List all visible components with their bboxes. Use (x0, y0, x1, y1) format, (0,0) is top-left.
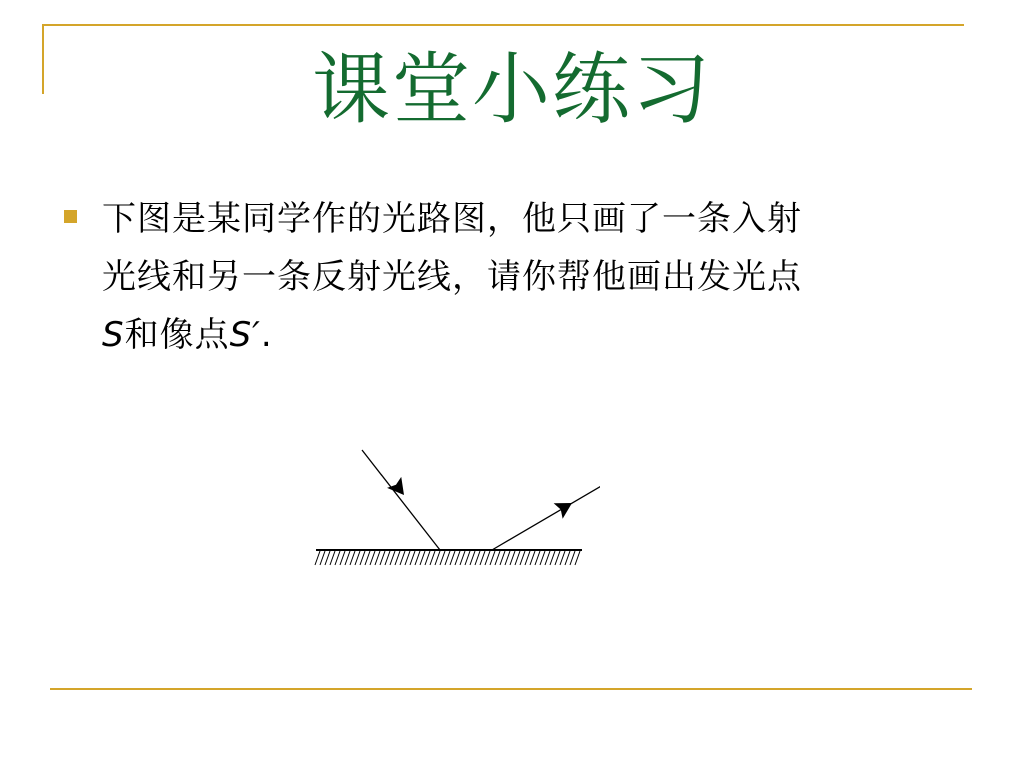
hatch-mark (355, 551, 360, 565)
point-s-prime-label: S′ (229, 315, 261, 355)
frame-top-rule (42, 24, 964, 26)
hatch-mark (350, 551, 355, 565)
hatch-mark (400, 551, 405, 565)
hatch-mark (405, 551, 410, 565)
reflected-ray-arrow-icon (554, 495, 577, 519)
hatch-mark (520, 551, 525, 565)
question-line-3 (102, 306, 972, 364)
hatch-mark (435, 551, 440, 565)
frame-bottom-rule (50, 688, 972, 690)
hatch-mark (530, 551, 535, 565)
hatch-mark (500, 551, 505, 565)
point-s-label: S (102, 315, 125, 355)
hatch-mark (440, 551, 445, 565)
hatch-mark (385, 551, 390, 565)
hatch-mark (540, 551, 545, 565)
hatch-mark (325, 551, 330, 565)
hatch-mark (535, 551, 540, 565)
hatch-mark (465, 551, 470, 565)
hatch-mark (510, 551, 515, 565)
hatch-mark (450, 551, 455, 565)
hatch-mark (470, 551, 475, 565)
hatch-mark (515, 551, 520, 565)
bullet-square-icon (64, 210, 77, 223)
hatch-mark (505, 551, 510, 565)
hatch-mark (380, 551, 385, 565)
hatch-mark (420, 551, 425, 565)
hatch-mark (495, 551, 500, 565)
question-line-3-end: . (260, 315, 273, 355)
slide-title: 课堂小练习 (311, 45, 712, 135)
hatch-mark (410, 551, 415, 565)
hatch-mark (425, 551, 430, 565)
hatch-mark (320, 551, 325, 565)
hatch-mark (575, 551, 580, 565)
hatch-mark (460, 551, 465, 565)
hatch-mark (445, 551, 450, 565)
hatch-mark (345, 551, 350, 565)
hatch-mark (415, 551, 420, 565)
hatch-mark (490, 551, 495, 565)
incident-ray (362, 450, 440, 550)
hatch-mark (570, 551, 575, 565)
hatch-mark (365, 551, 370, 565)
hatch-mark (550, 551, 555, 565)
hatch-mark (565, 551, 570, 565)
hatch-mark (360, 551, 365, 565)
hatch-mark (555, 551, 560, 565)
hatch-mark (525, 551, 530, 565)
hatch-mark (340, 551, 345, 565)
hatch-mark (560, 551, 565, 565)
hatch-mark (455, 551, 460, 565)
hatch-mark (370, 551, 375, 565)
hatch-mark (315, 551, 320, 565)
hatch-mark (375, 551, 380, 565)
reflected-ray (492, 468, 600, 550)
hatch-mark (330, 551, 335, 565)
question-line-1: 下图是某同学作的光路图，他只画了一条入射 (102, 199, 802, 239)
hatch-mark (480, 551, 485, 565)
question-line-3-middle: 和像点 (124, 315, 230, 355)
hatch-mark (395, 551, 400, 565)
question-line-2: 光线和另一条反射光线，请你帮他画出发光点 (102, 257, 802, 297)
mirror-hatching (315, 551, 580, 565)
hatch-mark (475, 551, 480, 565)
hatch-mark (485, 551, 490, 565)
hatch-mark (390, 551, 395, 565)
light-path-diagram (300, 440, 600, 580)
hatch-mark (335, 551, 340, 565)
hatch-mark (545, 551, 550, 565)
question-text (102, 190, 972, 364)
hatch-mark (430, 551, 435, 565)
